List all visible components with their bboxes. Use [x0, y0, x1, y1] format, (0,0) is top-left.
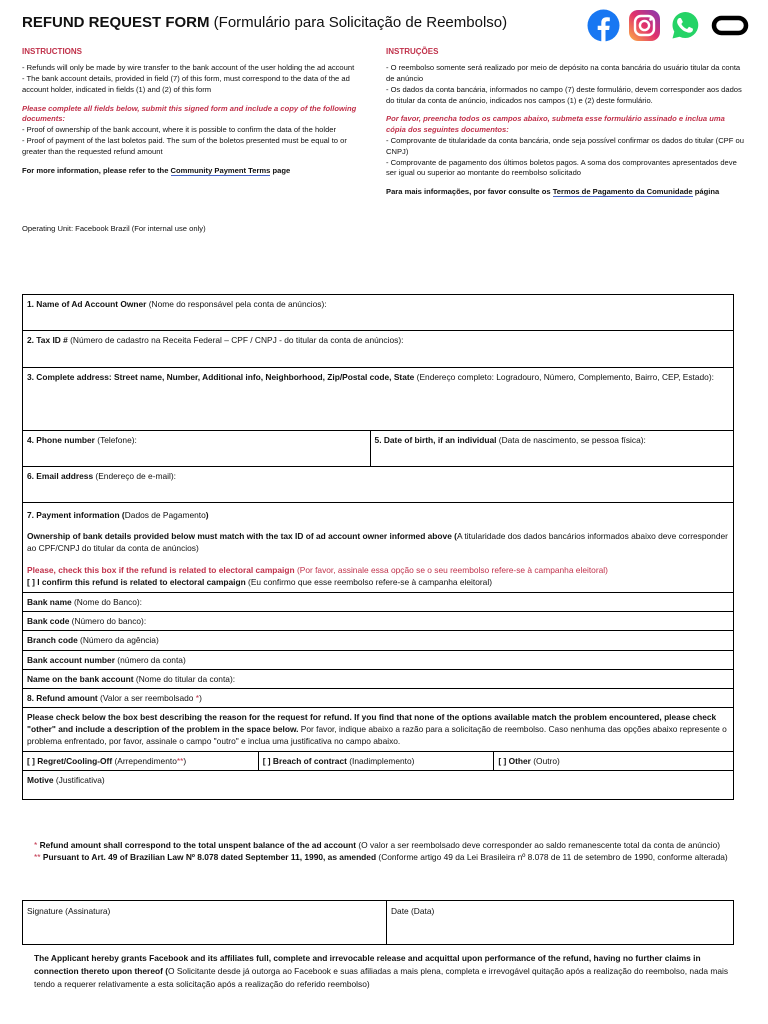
refund-form: [22, 294, 734, 800]
payment-information: 7. Payment information (Dados de Pagamento) Ownership of bank details provided below must match with the tax ID of ad account owner informed above (A titularidade dos dados bancários informados abaixo deve corresponder ao CPF/CNPJ do titular da conta de anúncios) Please, check this box if the refund is related to electoral campaign (Por favor, assinale essa opção se o seu reembolso refere-se à campanha eleitoral) [ ] I confirm this refund is related to electoral campaign (Eu confirmo que esse reembolso refere-se à campanha eleitoral): [23, 503, 734, 593]
instructions-heading: INSTRUÇÕES: [386, 47, 439, 56]
field-refund-amount[interactable]: 8. Refund amount (Valor a ser reembolsado *): [23, 688, 734, 707]
field-tax-id[interactable]: 2. Tax ID # (Número de cadastro na Receita Federal – CPF / CNPJ - do titular da conta de anúncios):: [23, 331, 734, 368]
instruction-note: Por favor, preencha todos os campos abaixo, submeta esse formulário assinado e inclua uma cópia dos seguintes documentos:: [386, 114, 725, 135]
release-statement: The Applicant hereby grants Facebook and its affiliates full, complete and irrevocable release and acquittal upon performance of the refund, having no further claims in connection thereto upon thereof (O Solicitante desde já outorga ao Facebook e suas afiliadas a mais plena, completa e irrevogável quitação após a realização do reembolso, nada mais tendo a requerer relativamente a esta solicitação após a realização do referido reembolso): [34, 953, 729, 990]
page-title: REFUND REQUEST FORM (Formulário para Solicitação de Reembolso): [22, 14, 508, 31]
instruction-item: - Comprovante de pagamento dos últimos boletos pagos. A soma dos comprovantes apresentados deve ser igual ou superior ao montante do reembolso solicitado: [386, 157, 737, 178]
reason-breach-checkbox[interactable]: [ ] Breach of contract (Inadimplemento): [258, 751, 494, 770]
signature-field[interactable]: Signature (Assinatura): [23, 901, 387, 945]
oculus-icon[interactable]: [710, 9, 750, 42]
field-date-of-birth[interactable]: 5. Date of birth, if an individual (Data de nascimento, se pessoa física):: [370, 431, 733, 467]
more-info: Para mais informações, por favor consulte os Termos de Pagamento da Comunidade página: [386, 187, 720, 197]
instruction-item: - The bank account details, provided in field (7) of this form, must correspond to the data of the ad account holder, indicated in fields (1) and (2) of this form: [22, 74, 350, 94]
field-account-holder[interactable]: Name on the bank account (Nome do titular da conta):: [23, 669, 734, 688]
date-field[interactable]: Date (Data): [387, 901, 734, 945]
instructions-heading: INSTRUCTIONS: [22, 47, 82, 56]
footnote: * Refund amount shall correspond to the total unspent balance of the ad account (O valor a ser reembolsado deve corresponder ao saldo remanescente total da conta de anúncio): [34, 840, 721, 850]
instruction-item: - Refunds will only be made by wire transfer to the bank account of the user holding the ad account: [22, 63, 355, 73]
field-branch-code[interactable]: Branch code (Número da agência): [23, 631, 734, 650]
field-phone[interactable]: 4. Phone number (Telefone):: [23, 431, 371, 467]
field-ad-account-owner[interactable]: 1. Name of Ad Account Owner (Nome do responsável pela conta de anúncios):: [23, 295, 734, 331]
instruction-item: - Comprovante de titularidade da conta bancária, onde seja possível confirmar os dados do titular (CPF ou CNPJ): [386, 136, 744, 156]
signature-table: [22, 900, 734, 945]
instructions-pt: [386, 46, 746, 198]
instructions-en: [22, 46, 362, 176]
electoral-campaign-checkbox[interactable]: [ ] I confirm this refund is related to electoral campaign (Eu confirmo que esse reembolso refere-se à campanha eleitoral): [27, 576, 492, 587]
reason-other-checkbox[interactable]: [ ] Other (Outro): [494, 751, 734, 770]
facebook-icon[interactable]: [587, 9, 620, 42]
field-motive[interactable]: Motive (Justificativa): [23, 770, 734, 799]
instruction-item: - Proof of payment of the last boletos paid. The sum of the boletos presented must be equal to or greater than the requested refund amount: [22, 136, 347, 156]
instruction-item: - Os dados da conta bancária, informados no campo (7) deste formulário, devem corresponder aos dados do titular da conta de anúncio, indicados nos campos (1) e (2) deste formulário.: [386, 84, 742, 105]
reason-regret-checkbox[interactable]: [ ] Regret/Cooling-Off (Arrependimento**): [23, 751, 259, 770]
instruction-item: - O reembolso somente será realizado por meio de depósito na conta bancária do usuário titular da conta de anúncio: [386, 63, 741, 84]
instruction-item: - Proof of ownership of the bank account, where it is possible to confirm the data of the holder: [22, 125, 337, 135]
operating-unit: Operating Unit: Facebook Brazil (For internal use only): [22, 224, 206, 233]
social-icons: [587, 9, 750, 42]
instagram-icon[interactable]: [628, 9, 661, 42]
more-info: For more information, please refer to the Community Payment Terms page: [22, 165, 291, 175]
footnote: ** Pursuant to Art. 49 of Brazilian Law Nº 8.078 dated September 11, 1990, as amended (Conforme artigo 49 da Lei Brasileira nº 8.078 de 11 de setembro de 1990, conforme alterada): [34, 852, 728, 863]
refund-reason-instructions: Please check below the box best describing the reason for the request for refund. If you find that none of the options available match the problem encountered, please check "other" and include a description of the problem in the space below. Por favor, indique abaixo a razão para a solicitação de reembolso. Caso nenhuma das opções abaixo represente o problema enfrentado, por favor, assinale o campo "outro" e inclua uma justificativa no campo abaixo.: [23, 708, 734, 752]
field-email[interactable]: 6. Email address (Endereço de e-mail):: [23, 467, 734, 503]
field-bank-name[interactable]: Bank name (Nome do Banco):: [23, 592, 734, 611]
whatsapp-icon[interactable]: [669, 9, 702, 42]
field-bank-code[interactable]: Bank code (Número do banco):: [23, 612, 734, 631]
field-address[interactable]: 3. Complete address: Street name, Number, Additional info, Neighborhood, Zip/Postal code, State (Endereço completo: Logradouro, Número, Complemento, Bairro, CEP, Estado):: [23, 368, 734, 431]
instruction-note: Please complete all fields below, submit this signed form and include a copy of the following documents:: [22, 103, 357, 124]
footnotes: [34, 839, 734, 863]
community-payment-terms-link[interactable]: Community Payment Terms: [170, 165, 271, 175]
field-account-number[interactable]: Bank account number (número da conta): [23, 650, 734, 669]
termos-pagamento-link[interactable]: Termos de Pagamento da Comunidade: [552, 187, 693, 197]
